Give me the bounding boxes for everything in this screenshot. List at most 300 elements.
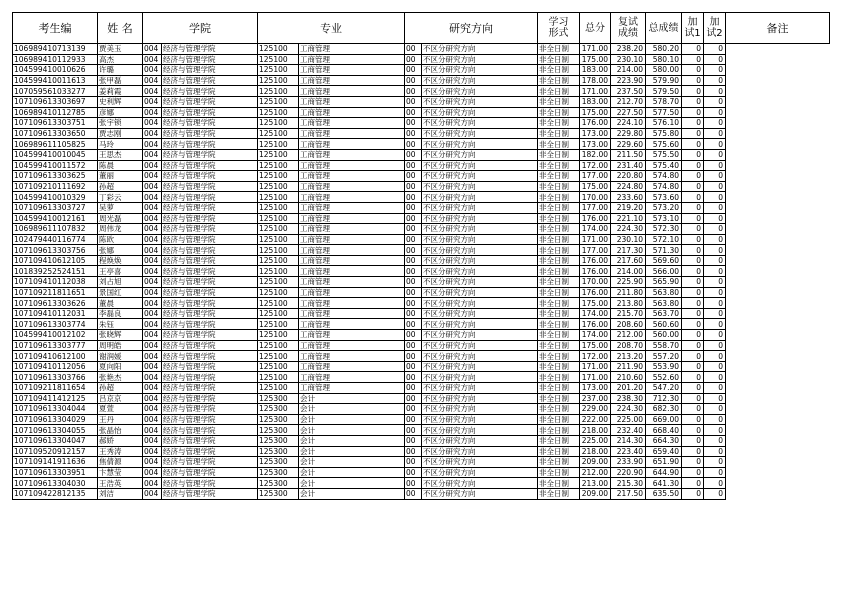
- cell-college-code: 004: [143, 351, 162, 362]
- cell-bonus2: 0: [704, 96, 726, 107]
- cell-study-form: 非全日制: [538, 393, 580, 404]
- cell-college-code: 004: [143, 266, 162, 277]
- cell-study-form: 非全日制: [538, 383, 580, 394]
- cell-remark: [726, 118, 830, 129]
- cell-direction-name: 不区分研究方向: [422, 393, 538, 404]
- cell-score: 173.00: [580, 383, 611, 394]
- cell-bonus1: 0: [682, 435, 704, 446]
- cell-bonus1: 0: [682, 192, 704, 203]
- cell-student-name: 刘洁: [98, 488, 143, 499]
- table-row: [13, 340, 830, 351]
- cell-direction-code: 00: [405, 361, 422, 372]
- cell-college-name: 经济与管理学院: [162, 181, 258, 192]
- cell-bonus1: 0: [682, 255, 704, 266]
- cell-bonus1: 0: [682, 457, 704, 468]
- cell-study-form: 非全日制: [538, 192, 580, 203]
- cell-major-code: 125100: [258, 139, 299, 150]
- cell-college-name: 经济与管理学院: [162, 171, 258, 182]
- cell-bonus2: 0: [704, 287, 726, 298]
- cell-college-name: 经济与管理学院: [162, 340, 258, 351]
- cell-bonus1: 0: [682, 425, 704, 436]
- cell-direction-code: 00: [405, 128, 422, 139]
- cell-score: 175.00: [580, 54, 611, 65]
- cell-direction-name: 不区分研究方向: [422, 266, 538, 277]
- cell-college-name: 经济与管理学院: [162, 330, 258, 341]
- cell-student-name: 周伟龙: [98, 224, 143, 235]
- cell-major-code: 125100: [258, 44, 299, 55]
- cell-college-code: 004: [143, 414, 162, 425]
- cell-bonus1: 0: [682, 128, 704, 139]
- header-direction: 研究方向: [405, 13, 538, 44]
- cell-direction-code: 00: [405, 308, 422, 319]
- cell-direction-code: 00: [405, 65, 422, 76]
- cell-bonus2: 0: [704, 425, 726, 436]
- cell-bonus1: 0: [682, 171, 704, 182]
- cell-bonus1: 0: [682, 96, 704, 107]
- header-study-form: 学习 形式: [538, 13, 580, 44]
- cell-retest-score: 237.50: [611, 86, 646, 97]
- cell-study-form: 非全日制: [538, 478, 580, 489]
- cell-exam-id: 107109210111692: [13, 181, 98, 192]
- cell-direction-name: 不区分研究方向: [422, 149, 538, 160]
- cell-direction-name: 不区分研究方向: [422, 96, 538, 107]
- cell-student-name: 王亭喜: [98, 266, 143, 277]
- cell-direction-name: 不区分研究方向: [422, 383, 538, 394]
- cell-bonus2: 0: [704, 139, 726, 150]
- header-college: 学院: [143, 13, 258, 44]
- cell-retest-score: 201.20: [611, 383, 646, 394]
- cell-bonus2: 0: [704, 277, 726, 288]
- cell-retest-score: 211.80: [611, 287, 646, 298]
- header-exam-id: 考生编: [13, 13, 98, 44]
- cell-exam-id: 107109613303774: [13, 319, 98, 330]
- header-score: 总分: [580, 13, 611, 44]
- cell-student-name: 丁彩云: [98, 192, 143, 203]
- header-retest: 复试 成绩: [611, 13, 646, 44]
- cell-direction-code: 00: [405, 330, 422, 341]
- cell-college-name: 经济与管理学院: [162, 298, 258, 309]
- cell-college-name: 经济与管理学院: [162, 277, 258, 288]
- cell-major-name: 会计: [299, 404, 405, 415]
- cell-bonus1: 0: [682, 446, 704, 457]
- cell-major-name: 工商管理: [299, 128, 405, 139]
- cell-major-name: 工商管理: [299, 213, 405, 224]
- cell-bonus1: 0: [682, 107, 704, 118]
- cell-college-code: 004: [143, 435, 162, 446]
- cell-major-name: 工商管理: [299, 192, 405, 203]
- cell-student-name: 王浩英: [98, 478, 143, 489]
- cell-college-name: 经济与管理学院: [162, 213, 258, 224]
- cell-study-form: 非全日制: [538, 330, 580, 341]
- cell-college-name: 经济与管理学院: [162, 351, 258, 362]
- cell-total-score: 547.20: [646, 383, 682, 394]
- cell-college-code: 004: [143, 467, 162, 478]
- cell-total-score: 641.30: [646, 478, 682, 489]
- cell-bonus1: 0: [682, 308, 704, 319]
- cell-student-name: 王丹: [98, 414, 143, 425]
- cell-major-code: 125100: [258, 118, 299, 129]
- cell-bonus2: 0: [704, 383, 726, 394]
- cell-student-name: 姜莉霞: [98, 86, 143, 97]
- cell-study-form: 非全日制: [538, 457, 580, 468]
- cell-direction-code: 00: [405, 446, 422, 457]
- cell-college-code: 004: [143, 404, 162, 415]
- cell-direction-code: 00: [405, 202, 422, 213]
- cell-college-code: 004: [143, 287, 162, 298]
- cell-study-form: 非全日制: [538, 224, 580, 235]
- cell-retest-score: 208.60: [611, 319, 646, 330]
- header-total: 总成绩: [646, 13, 682, 44]
- cell-score: 177.00: [580, 245, 611, 256]
- cell-retest-score: 214.00: [611, 266, 646, 277]
- cell-college-code: 004: [143, 361, 162, 372]
- cell-major-name: 工商管理: [299, 118, 405, 129]
- table-row: [13, 128, 830, 139]
- cell-college-code: 004: [143, 319, 162, 330]
- score-table: [12, 12, 830, 500]
- cell-retest-score: 224.80: [611, 181, 646, 192]
- cell-exam-id: 107109613304055: [13, 425, 98, 436]
- cell-major-code: 125300: [258, 393, 299, 404]
- cell-direction-name: 不区分研究方向: [422, 298, 538, 309]
- cell-college-code: 004: [143, 245, 162, 256]
- cell-study-form: 非全日制: [538, 414, 580, 425]
- cell-total-score: 682.30: [646, 404, 682, 415]
- cell-bonus2: 0: [704, 107, 726, 118]
- cell-exam-id: 107109613303727: [13, 202, 98, 213]
- cell-major-name: 工商管理: [299, 340, 405, 351]
- cell-exam-id: 107109613303626: [13, 298, 98, 309]
- cell-exam-id: 107109613303697: [13, 96, 98, 107]
- cell-student-name: 贾志刚: [98, 128, 143, 139]
- cell-direction-code: 00: [405, 44, 422, 55]
- cell-major-code: 125100: [258, 192, 299, 203]
- cell-total-score: 712.30: [646, 393, 682, 404]
- cell-college-name: 经济与管理学院: [162, 202, 258, 213]
- cell-total-score: 578.70: [646, 96, 682, 107]
- cell-bonus2: 0: [704, 319, 726, 330]
- cell-direction-code: 00: [405, 171, 422, 182]
- cell-exam-id: 107109410112056: [13, 361, 98, 372]
- cell-retest-score: 215.70: [611, 308, 646, 319]
- cell-college-code: 004: [143, 330, 162, 341]
- cell-major-code: 125100: [258, 245, 299, 256]
- cell-direction-name: 不区分研究方向: [422, 457, 538, 468]
- cell-retest-score: 233.60: [611, 192, 646, 203]
- cell-bonus2: 0: [704, 171, 726, 182]
- cell-score: 178.00: [580, 75, 611, 86]
- cell-major-code: 125100: [258, 319, 299, 330]
- cell-study-form: 非全日制: [538, 277, 580, 288]
- cell-student-name: 郝娇: [98, 435, 143, 446]
- cell-bonus2: 0: [704, 488, 726, 499]
- cell-direction-code: 00: [405, 404, 422, 415]
- cell-exam-id: 107109410112031: [13, 308, 98, 319]
- cell-college-name: 经济与管理学院: [162, 224, 258, 235]
- cell-direction-name: 不区分研究方向: [422, 86, 538, 97]
- cell-exam-id: 107109613303951: [13, 467, 98, 478]
- cell-major-code: 125100: [258, 224, 299, 235]
- cell-score: 222.00: [580, 414, 611, 425]
- cell-total-score: 576.10: [646, 118, 682, 129]
- cell-major-name: 工商管理: [299, 287, 405, 298]
- cell-exam-id: 106989611107832: [13, 224, 98, 235]
- cell-major-code: 125100: [258, 287, 299, 298]
- cell-retest-score: 238.20: [611, 44, 646, 55]
- cell-direction-name: 不区分研究方向: [422, 224, 538, 235]
- cell-major-code: 125300: [258, 435, 299, 446]
- cell-score: 172.00: [580, 351, 611, 362]
- cell-exam-id: 101839252524151: [13, 266, 98, 277]
- cell-bonus2: 0: [704, 192, 726, 203]
- cell-remark: [726, 245, 830, 256]
- cell-college-code: 004: [143, 149, 162, 160]
- cell-retest-score: 211.90: [611, 361, 646, 372]
- cell-retest-score: 212.70: [611, 96, 646, 107]
- cell-direction-code: 00: [405, 96, 422, 107]
- cell-remark: [726, 75, 830, 86]
- cell-remark: [726, 287, 830, 298]
- table-row: [13, 181, 830, 192]
- cell-bonus2: 0: [704, 361, 726, 372]
- table-row: [13, 372, 830, 383]
- cell-major-code: 125300: [258, 478, 299, 489]
- cell-score: 171.00: [580, 86, 611, 97]
- cell-direction-code: 00: [405, 75, 422, 86]
- cell-exam-id: 104599410010626: [13, 65, 98, 76]
- cell-score: 229.00: [580, 404, 611, 415]
- cell-total-score: 574.80: [646, 181, 682, 192]
- cell-student-name: 张晶怡: [98, 425, 143, 436]
- cell-score: 209.00: [580, 457, 611, 468]
- cell-score: 170.00: [580, 277, 611, 288]
- cell-major-name: 会计: [299, 446, 405, 457]
- cell-remark: [726, 488, 830, 499]
- cell-retest-score: 220.90: [611, 467, 646, 478]
- cell-bonus1: 0: [682, 54, 704, 65]
- cell-remark: [726, 372, 830, 383]
- cell-major-name: 工商管理: [299, 277, 405, 288]
- cell-remark: [726, 340, 830, 351]
- table-row: [13, 44, 830, 55]
- cell-study-form: 非全日制: [538, 181, 580, 192]
- cell-college-code: 004: [143, 181, 162, 192]
- cell-remark: [726, 383, 830, 394]
- cell-remark: [726, 224, 830, 235]
- cell-direction-code: 00: [405, 245, 422, 256]
- cell-student-name: 周光磊: [98, 213, 143, 224]
- cell-retest-score: 217.50: [611, 488, 646, 499]
- cell-study-form: 非全日制: [538, 488, 580, 499]
- cell-college-code: 004: [143, 298, 162, 309]
- cell-bonus1: 0: [682, 351, 704, 362]
- table-row: [13, 393, 830, 404]
- cell-score: 170.00: [580, 192, 611, 203]
- cell-major-name: 工商管理: [299, 139, 405, 150]
- cell-total-score: 669.00: [646, 414, 682, 425]
- cell-remark: [726, 351, 830, 362]
- cell-study-form: 非全日制: [538, 435, 580, 446]
- cell-student-name: 张宇锁: [98, 118, 143, 129]
- table-row: [13, 224, 830, 235]
- cell-direction-code: 00: [405, 255, 422, 266]
- cell-major-code: 125100: [258, 308, 299, 319]
- cell-major-name: 会计: [299, 414, 405, 425]
- cell-major-name: 工商管理: [299, 54, 405, 65]
- cell-bonus2: 0: [704, 351, 726, 362]
- cell-score: 176.00: [580, 319, 611, 330]
- cell-total-score: 580.20: [646, 44, 682, 55]
- cell-college-name: 经济与管理学院: [162, 96, 258, 107]
- table-row: [13, 245, 830, 256]
- cell-major-name: 会计: [299, 488, 405, 499]
- cell-college-code: 004: [143, 488, 162, 499]
- cell-bonus1: 0: [682, 149, 704, 160]
- cell-study-form: 非全日制: [538, 213, 580, 224]
- cell-major-code: 125100: [258, 86, 299, 97]
- cell-student-name: 刘占旭: [98, 277, 143, 288]
- cell-bonus2: 0: [704, 298, 726, 309]
- table-row: [13, 425, 830, 436]
- cell-direction-code: 00: [405, 435, 422, 446]
- table-row: [13, 75, 830, 86]
- cell-score: 175.00: [580, 298, 611, 309]
- cell-total-score: 575.80: [646, 128, 682, 139]
- table-row: [13, 435, 830, 446]
- cell-college-name: 经济与管理学院: [162, 488, 258, 499]
- cell-retest-score: 208.70: [611, 340, 646, 351]
- cell-score: 225.00: [580, 435, 611, 446]
- cell-score: 175.00: [580, 107, 611, 118]
- cell-direction-name: 不区分研究方向: [422, 245, 538, 256]
- cell-bonus1: 0: [682, 361, 704, 372]
- cell-bonus1: 0: [682, 75, 704, 86]
- cell-direction-code: 00: [405, 107, 422, 118]
- cell-bonus2: 0: [704, 266, 726, 277]
- cell-college-name: 经济与管理学院: [162, 107, 258, 118]
- cell-bonus2: 0: [704, 457, 726, 468]
- cell-major-code: 125100: [258, 202, 299, 213]
- header-bonus2: 加 试2: [704, 13, 726, 44]
- cell-score: 213.00: [580, 478, 611, 489]
- cell-direction-name: 不区分研究方向: [422, 425, 538, 436]
- cell-college-name: 经济与管理学院: [162, 319, 258, 330]
- cell-exam-id: 107109613303756: [13, 245, 98, 256]
- cell-student-name: 许璐: [98, 65, 143, 76]
- cell-score: 176.00: [580, 266, 611, 277]
- cell-exam-id: 107109613304044: [13, 404, 98, 415]
- cell-retest-score: 223.40: [611, 446, 646, 457]
- cell-major-code: 125100: [258, 383, 299, 394]
- cell-college-name: 经济与管理学院: [162, 383, 258, 394]
- cell-study-form: 非全日制: [538, 54, 580, 65]
- cell-score: 174.00: [580, 224, 611, 235]
- cell-student-name: 程焕焕: [98, 255, 143, 266]
- cell-bonus1: 0: [682, 478, 704, 489]
- cell-college-code: 004: [143, 54, 162, 65]
- cell-major-code: 125100: [258, 54, 299, 65]
- cell-student-name: 王思杰: [98, 149, 143, 160]
- cell-score: 176.00: [580, 118, 611, 129]
- cell-major-code: 125300: [258, 425, 299, 436]
- table-row: [13, 287, 830, 298]
- cell-bonus2: 0: [704, 65, 726, 76]
- cell-remark: [726, 414, 830, 425]
- table-row: [13, 488, 830, 499]
- cell-major-code: 125100: [258, 75, 299, 86]
- cell-direction-code: 00: [405, 287, 422, 298]
- table-row: [13, 446, 830, 457]
- table-row: [13, 404, 830, 415]
- cell-total-score: 552.60: [646, 372, 682, 383]
- cell-total-score: 577.50: [646, 107, 682, 118]
- cell-major-code: 125300: [258, 467, 299, 478]
- cell-bonus2: 0: [704, 340, 726, 351]
- cell-exam-id: 104599410011572: [13, 160, 98, 171]
- cell-bonus2: 0: [704, 446, 726, 457]
- cell-college-name: 经济与管理学院: [162, 446, 258, 457]
- cell-retest-score: 223.90: [611, 75, 646, 86]
- cell-major-name: 会计: [299, 425, 405, 436]
- cell-remark: [726, 319, 830, 330]
- cell-total-score: 573.20: [646, 202, 682, 213]
- cell-major-code: 125300: [258, 446, 299, 457]
- cell-total-score: 560.60: [646, 319, 682, 330]
- cell-total-score: 563.80: [646, 298, 682, 309]
- cell-major-name: 会计: [299, 478, 405, 489]
- cell-bonus1: 0: [682, 118, 704, 129]
- cell-major-name: 工商管理: [299, 245, 405, 256]
- cell-study-form: 非全日制: [538, 372, 580, 383]
- header-major: 专业: [258, 13, 405, 44]
- cell-major-code: 125100: [258, 372, 299, 383]
- cell-major-name: 工商管理: [299, 372, 405, 383]
- cell-direction-name: 不区分研究方向: [422, 202, 538, 213]
- cell-major-code: 125100: [258, 266, 299, 277]
- cell-remark: [726, 192, 830, 203]
- cell-retest-score: 214.30: [611, 435, 646, 446]
- cell-student-name: 景国红: [98, 287, 143, 298]
- cell-major-name: 工商管理: [299, 308, 405, 319]
- table-row: [13, 319, 830, 330]
- cell-major-code: 125100: [258, 330, 299, 341]
- cell-student-name: 王秀涛: [98, 446, 143, 457]
- cell-direction-name: 不区分研究方向: [422, 277, 538, 288]
- cell-remark: [726, 213, 830, 224]
- table-row: [13, 160, 830, 171]
- cell-remark: [726, 44, 830, 55]
- cell-college-name: 经济与管理学院: [162, 478, 258, 489]
- cell-direction-name: 不区分研究方向: [422, 414, 538, 425]
- cell-retest-score: 229.60: [611, 139, 646, 150]
- cell-total-score: 573.10: [646, 213, 682, 224]
- cell-score: 176.00: [580, 255, 611, 266]
- cell-retest-score: 233.90: [611, 457, 646, 468]
- cell-exam-id: 104599410012161: [13, 213, 98, 224]
- table-row: [13, 383, 830, 394]
- cell-total-score: 553.90: [646, 361, 682, 372]
- cell-exam-id: 104599410010329: [13, 192, 98, 203]
- cell-direction-code: 00: [405, 467, 422, 478]
- table-row: [13, 118, 830, 129]
- cell-total-score: 579.90: [646, 75, 682, 86]
- cell-college-name: 经济与管理学院: [162, 255, 258, 266]
- cell-remark: [726, 393, 830, 404]
- cell-college-name: 经济与管理学院: [162, 393, 258, 404]
- table-row: [13, 308, 830, 319]
- cell-total-score: 572.10: [646, 234, 682, 245]
- cell-student-name: 史利辉: [98, 96, 143, 107]
